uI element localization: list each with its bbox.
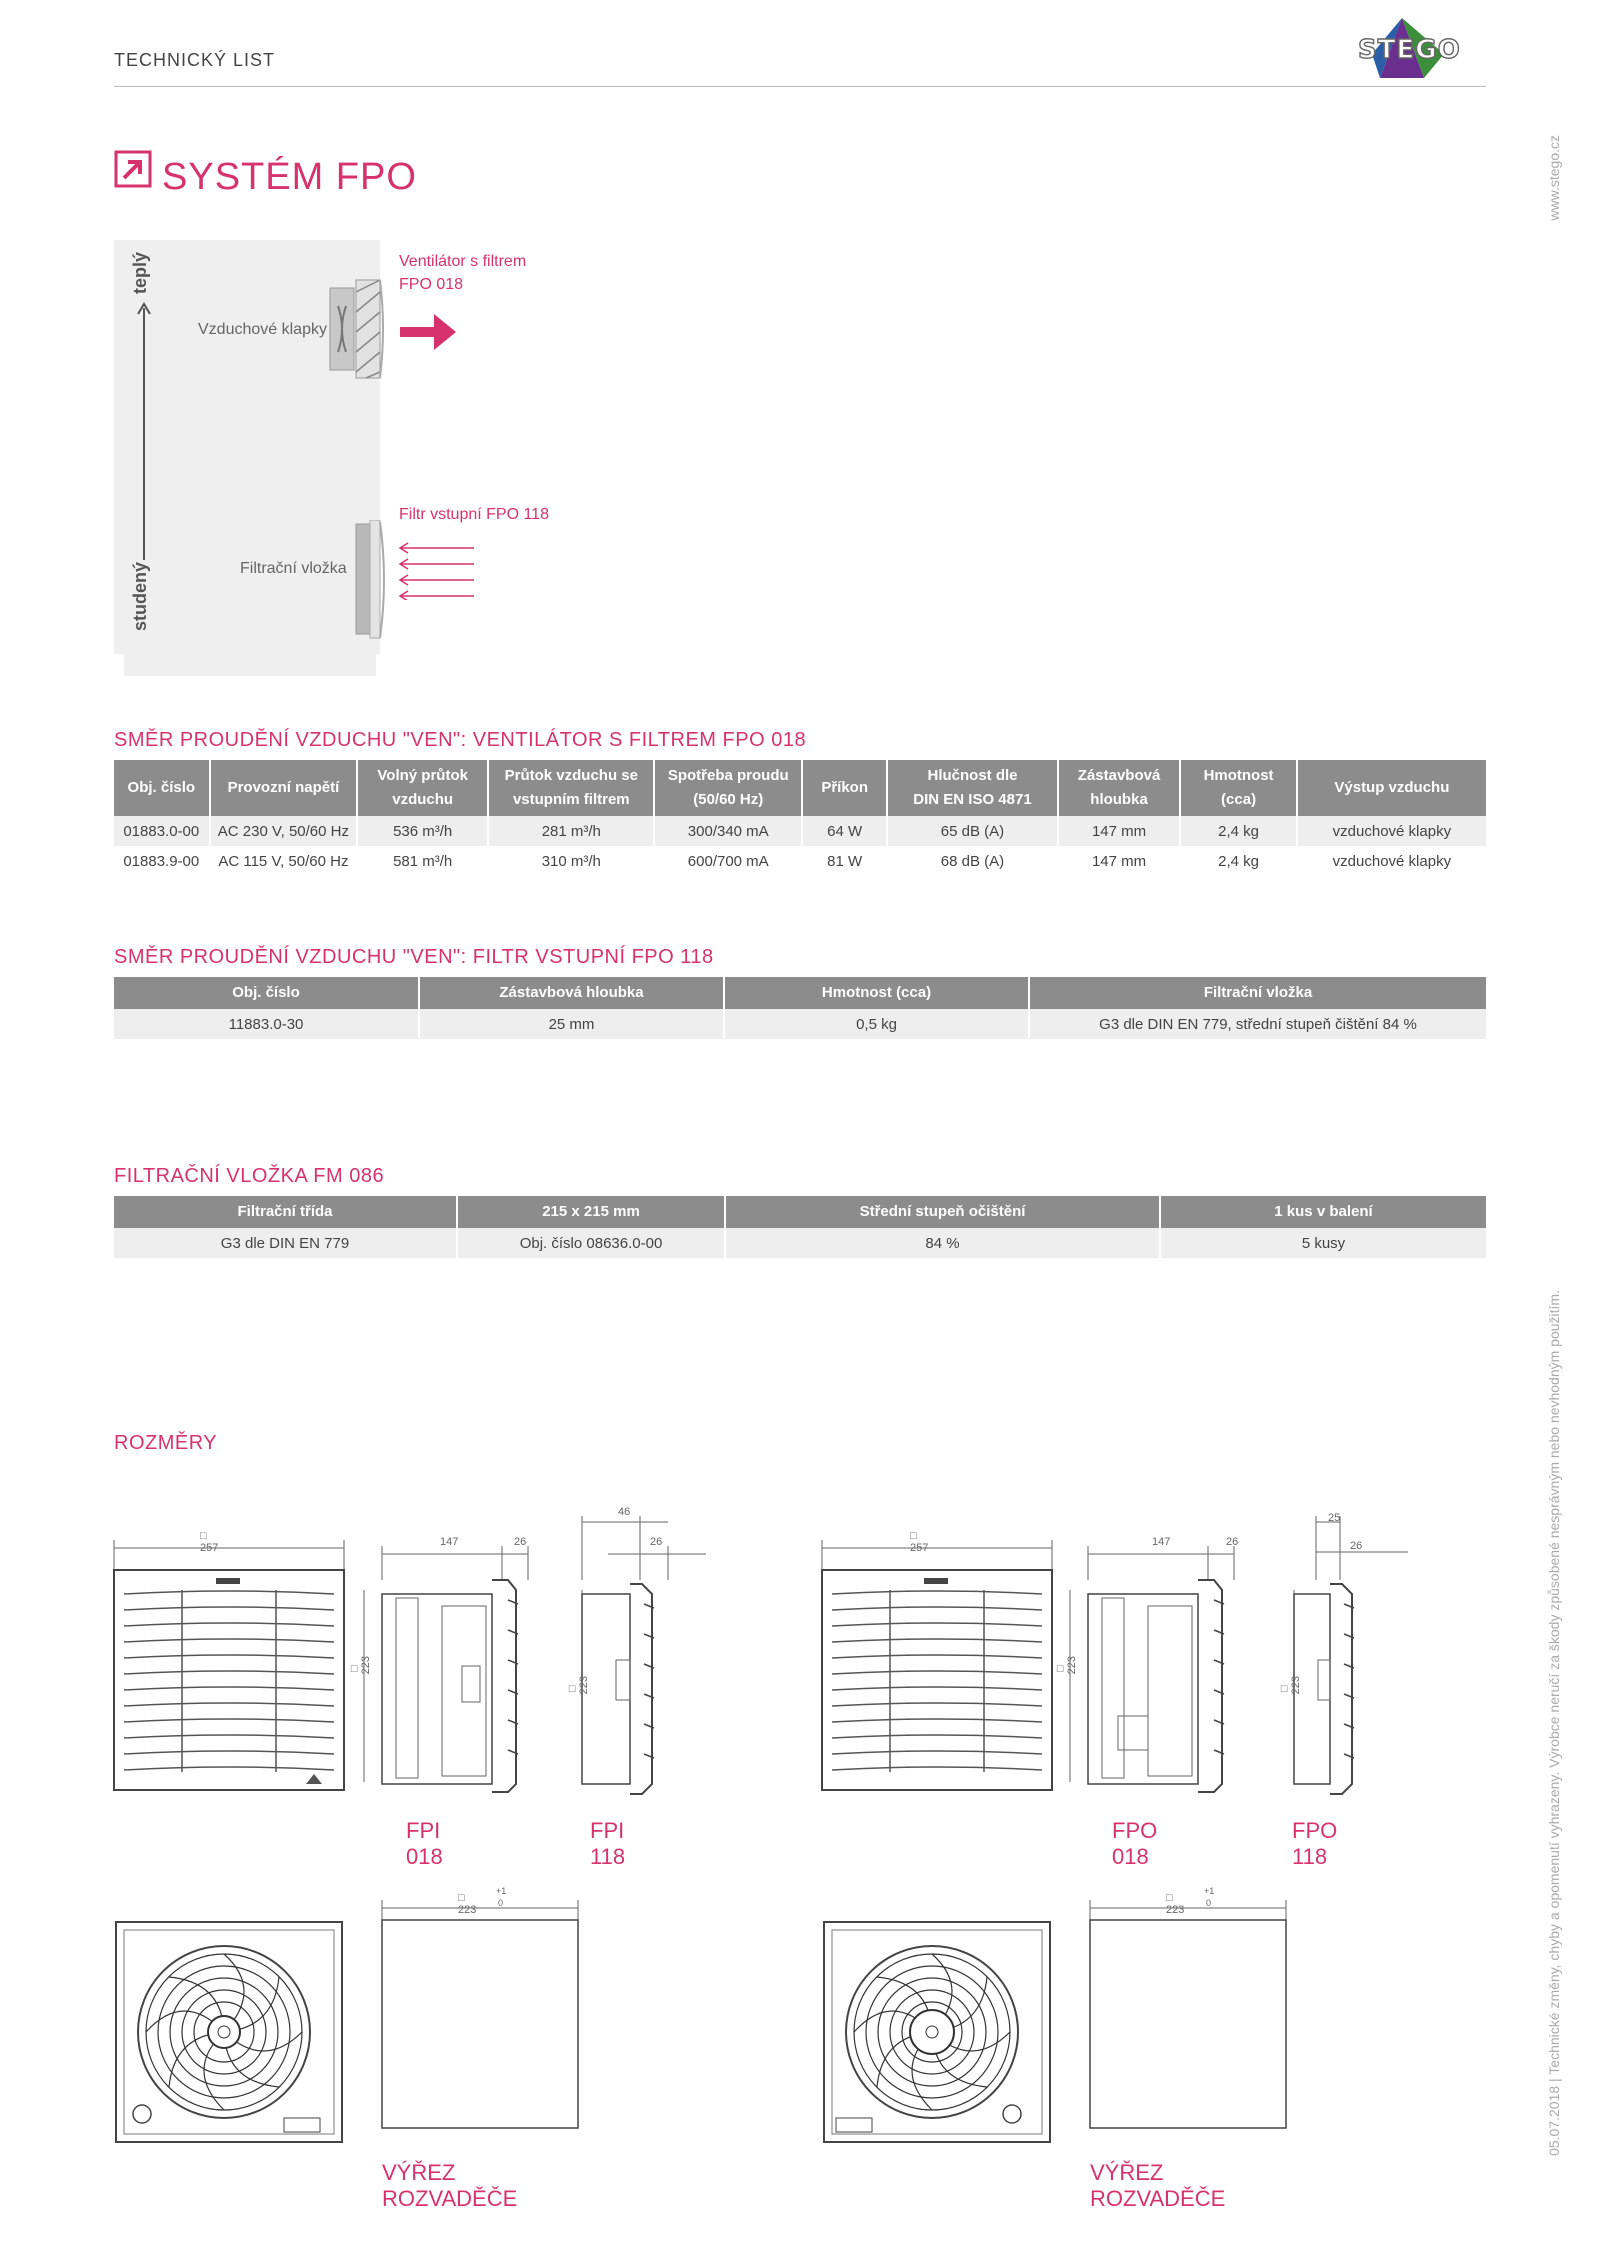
dim-depth-collar: 26 <box>1226 1536 1239 1548</box>
column-header <box>887 760 1057 816</box>
caption-fpi-018: FPI 018 <box>406 1818 443 1869</box>
table-cell: 64 W <box>802 816 887 846</box>
column-header-line: vstupním filtrem <box>512 791 630 808</box>
side-url: www.stego.cz <box>1546 135 1562 221</box>
fan-label-line2: FPO 018 <box>399 276 464 293</box>
column-header <box>114 760 210 816</box>
table-cell: 281 m³/h <box>488 816 654 846</box>
front-view-drawing <box>818 1520 1058 1800</box>
table-cell: 310 m³/h <box>488 846 654 876</box>
table-cell: 01883.0-00 <box>114 816 210 846</box>
column-header <box>488 760 654 816</box>
column-header-line: vzduchu <box>392 791 454 808</box>
caption-fpo-118: FPO 118 <box>1292 1818 1338 1869</box>
column-header <box>802 760 887 816</box>
side-view-drawing <box>352 1520 532 1800</box>
dimensions-title: ROZMĚRY <box>114 1432 218 1454</box>
inlet-filter-table <box>114 977 1486 1039</box>
fan-rear-view-drawing <box>114 1920 344 2144</box>
column-header: 215 x 215 mm <box>457 1196 725 1228</box>
table-cell: vzduchové klapky <box>1297 846 1486 876</box>
side-disclaimer: 05.07.2018 | Technické změny, chyby a opomenutí vyhrazeny. Výrobce neručí za škody způsobené nesprávným nebo nevhodným použitím. <box>1546 1290 1562 2156</box>
column-header <box>1058 760 1181 816</box>
dim-filter-top: 25 <box>1328 1512 1341 1524</box>
table-cell: 581 m³/h <box>357 846 488 876</box>
table-cell: 600/700 mA <box>654 846 802 876</box>
dim-depth: 147 <box>440 1536 459 1548</box>
section1-title: SMĚR PROUDĚNÍ VZDUCHU "VEN": VENTILÁTOR S FILTREM FPO 018 <box>114 729 807 751</box>
arrow-box-icon <box>114 150 152 188</box>
inlet-filter-label: Filtr vstupní FPO 118 <box>399 506 549 523</box>
dim-height: □ 223 <box>348 1656 372 1675</box>
table-header-row <box>114 1196 1486 1228</box>
filter-side-view-drawing <box>568 1500 708 1800</box>
column-header <box>1180 760 1296 816</box>
table-header-row <box>114 760 1486 816</box>
cabinet-base <box>124 654 376 676</box>
column-header: Zástavbová hloubka <box>419 977 724 1009</box>
dim-cutout: □ 223 <box>458 1892 477 1916</box>
header-rule <box>114 86 1486 87</box>
column-header <box>1297 760 1486 816</box>
table-cell: 11883.0-30 <box>114 1009 419 1039</box>
cutout-drawing <box>1088 1890 1288 2134</box>
column-header-line: Spotřeba proudu <box>667 767 789 784</box>
table-cell: 5 kusy <box>1160 1228 1486 1258</box>
table-cell: AC 230 V, 50/60 Hz <box>210 816 358 846</box>
cutout-caption-right: VÝŘEZ ROZVADĚČE <box>1090 2160 1226 2211</box>
side-view-drawing <box>1058 1520 1238 1800</box>
column-header: Obj. číslo <box>114 977 419 1009</box>
table-row <box>114 816 1486 846</box>
dim-width: □ 257 <box>910 1530 929 1554</box>
fan-rear-view-drawing <box>822 1920 1052 2144</box>
column-header <box>357 760 488 816</box>
table-cell: AC 115 V, 50/60 Hz <box>210 846 358 876</box>
filter-side-view-drawing <box>1280 1500 1410 1800</box>
column-header: Filtrační třída <box>114 1196 457 1228</box>
section2-title: SMĚR PROUDĚNÍ VZDUCHU "VEN": FILTR VSTUPNÍ FPO 118 <box>114 946 714 968</box>
inflow-arrows-icon <box>396 540 476 600</box>
dim-cutout-tol-lower: 0 <box>498 1898 504 1908</box>
column-header-line: Provozní napětí <box>227 779 340 796</box>
stego-logo <box>1352 14 1486 84</box>
column-header-line: Průtok vzduchu se <box>504 767 638 784</box>
flaps-label: Vzduchové klapky <box>198 321 327 338</box>
temperature-arrow-icon <box>134 300 154 560</box>
column-header-line: Hlučnost dle <box>927 767 1018 784</box>
table-cell: 81 W <box>802 846 887 876</box>
cutout-caption-left: VÝŘEZ ROZVADĚČE <box>382 2160 518 2211</box>
table-row <box>114 1009 1486 1039</box>
table-cell: 2,4 kg <box>1180 816 1296 846</box>
fan-label-line1: Ventilátor s filtrem <box>399 253 527 270</box>
column-header-line: (50/60 Hz) <box>693 791 764 808</box>
column-header: Hmotnost (cca) <box>724 977 1029 1009</box>
table-cell: 147 mm <box>1058 846 1181 876</box>
table-cell: 147 mm <box>1058 816 1181 846</box>
dim-depth: 147 <box>1152 1536 1171 1548</box>
inlet-filter-unit <box>354 520 390 640</box>
column-header-line: Hmotnost <box>1203 767 1274 784</box>
dim-filter-top: 46 <box>618 1506 631 1518</box>
column-header-line: Obj. číslo <box>127 779 196 796</box>
table-cell: 536 m³/h <box>357 816 488 846</box>
column-header-line: Volný průtok <box>377 767 468 784</box>
table-cell: G3 dle DIN EN 779 <box>114 1228 457 1258</box>
dim-filter-height: □ 223 <box>1278 1676 1302 1695</box>
column-header-line: Výstup vzduchu <box>1334 779 1450 796</box>
fan-spec-table <box>114 760 1486 876</box>
dim-depth-collar: 26 <box>514 1536 527 1548</box>
column-header-line: Příkon <box>821 779 868 796</box>
table-cell: 65 dB (A) <box>887 816 1057 846</box>
dim-cutout-tol-upper: +1 <box>1204 1886 1215 1896</box>
table-row <box>114 846 1486 876</box>
fan-filter-unit <box>326 272 386 392</box>
column-header-line: (cca) <box>1221 791 1257 808</box>
dim-cutout-tol-upper: +1 <box>496 1886 507 1896</box>
table-cell: 68 dB (A) <box>887 846 1057 876</box>
cold-label: studený <box>130 562 150 632</box>
table-header-row <box>114 977 1486 1009</box>
section3-title: FILTRAČNÍ VLOŽKA FM 086 <box>114 1165 385 1187</box>
table-cell: G3 dle DIN EN 779, střední stupeň čištění 84 % <box>1029 1009 1486 1039</box>
dim-cutout: □ 223 <box>1166 1892 1185 1916</box>
column-header-line: DIN EN ISO 4871 <box>913 791 1032 808</box>
dim-filter-collar: 26 <box>1350 1540 1363 1552</box>
table-cell: 84 % <box>725 1228 1160 1258</box>
column-header: 1 kus v balení <box>1160 1196 1486 1228</box>
column-header: Střední stupeň očištění <box>725 1196 1160 1228</box>
table-cell: 300/340 mA <box>654 816 802 846</box>
column-header: Filtrační vložka <box>1029 977 1486 1009</box>
table-cell: 01883.9-00 <box>114 846 210 876</box>
dim-height: □ 223 <box>1054 1656 1078 1675</box>
dim-cutout-tol-lower: 0 <box>1206 1898 1212 1908</box>
front-view-drawing <box>110 1520 350 1800</box>
caption-fpo-018: FPO 018 <box>1112 1818 1158 1869</box>
column-header <box>654 760 802 816</box>
table-cell: 25 mm <box>419 1009 724 1039</box>
outflow-arrow-icon <box>398 310 458 354</box>
table-cell: Obj. číslo 08636.0-00 <box>457 1228 725 1258</box>
dim-filter-height: □ 223 <box>566 1676 590 1695</box>
warm-label: teplý <box>130 252 150 295</box>
table-row <box>114 1228 1486 1258</box>
filter-insert-label: Filtrační vložka <box>240 560 347 577</box>
page-title: SYSTÉM FPO <box>162 156 417 198</box>
dim-width: □ 257 <box>200 1530 219 1554</box>
doc-type-label: TECHNICKÝ LIST <box>114 50 276 70</box>
cutout-drawing <box>380 1890 580 2134</box>
column-header <box>210 760 358 816</box>
logo-text: STEGO <box>1358 35 1461 65</box>
filter-mat-table <box>114 1196 1486 1258</box>
caption-fpi-118: FPI 118 <box>590 1818 626 1869</box>
dim-filter-collar: 26 <box>650 1536 663 1548</box>
table-cell: vzduchové klapky <box>1297 816 1486 846</box>
column-header-line: hloubka <box>1090 791 1148 808</box>
table-cell: 0,5 kg <box>724 1009 1029 1039</box>
table-cell: 2,4 kg <box>1180 846 1296 876</box>
column-header-line: Zástavbová <box>1077 767 1161 784</box>
